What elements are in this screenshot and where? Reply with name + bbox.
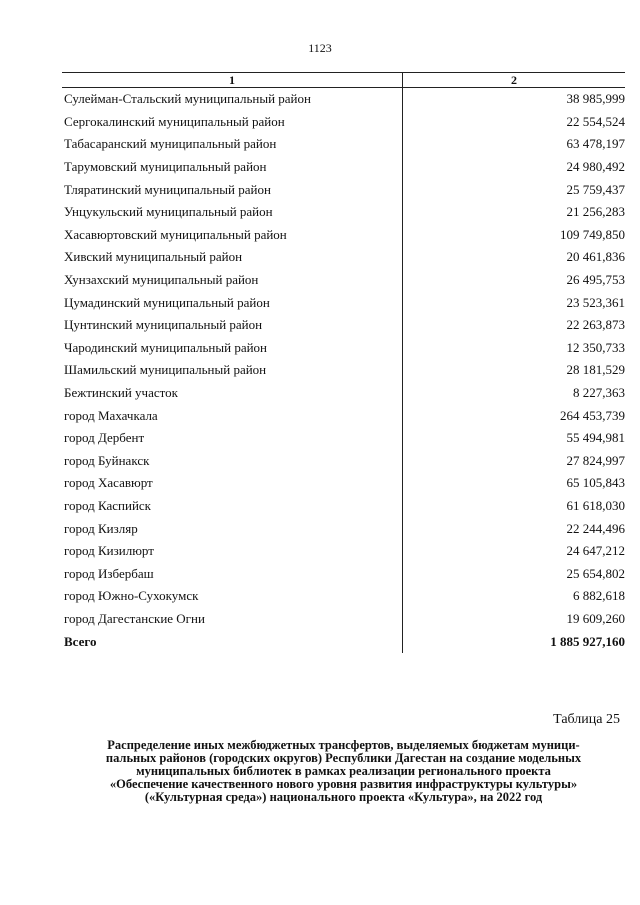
district-name: город Кизилюрт xyxy=(62,540,403,563)
transfer-amount: 38 985,999 xyxy=(566,91,625,107)
heading-line: («Культурная среда») национального проекта «Культура», на 2022 год xyxy=(144,790,543,804)
transfer-amount: 12 350,733 xyxy=(566,339,625,355)
heading-line: пальных районов (городских округов) Республики Дагестан на создание модельных xyxy=(105,751,582,765)
district-name: Цумадинский муниципальный район xyxy=(62,291,403,314)
column-header-2: 2 xyxy=(403,73,626,88)
transfer-amount: 6 882,618 xyxy=(573,588,625,604)
table-row xyxy=(62,291,625,314)
table-row xyxy=(62,427,625,450)
table-row xyxy=(62,517,625,540)
transfer-amount: 109 749,850 xyxy=(560,226,625,242)
transfer-amount: 27 824,997 xyxy=(566,452,625,468)
district-name: город Хасавюрт xyxy=(62,472,403,495)
transfer-amount: 22 554,524 xyxy=(566,113,625,129)
transfer-amount: 20 461,836 xyxy=(566,249,625,265)
transfer-amount: 28 181,529 xyxy=(566,362,625,378)
transfer-amount: 65 105,843 xyxy=(566,475,625,491)
district-name: Бежтинский участок xyxy=(62,382,403,405)
heading-line: муниципальных библиотек в рамках реализации регионального проекта xyxy=(136,764,551,778)
table-row xyxy=(62,472,625,495)
table-row xyxy=(62,111,625,134)
table-row xyxy=(62,269,625,292)
district-name: Чародинский муниципальный район xyxy=(62,337,403,360)
transfer-amount: 21 256,283 xyxy=(566,204,625,220)
district-name: город Буйнакск xyxy=(62,450,403,473)
district-name: Шамильский муниципальный район xyxy=(62,359,403,382)
transfer-amount: 22 244,496 xyxy=(566,520,625,536)
transfer-amount: 19 609,260 xyxy=(566,610,625,626)
transfer-amount: 63 478,197 xyxy=(566,136,625,152)
page-number: 1123 xyxy=(308,41,332,55)
transfer-amount: 26 495,753 xyxy=(566,272,625,288)
table-row xyxy=(62,562,625,585)
total-amount: 1 885 927,160 xyxy=(550,633,625,649)
table-row xyxy=(62,201,625,224)
table-row xyxy=(62,404,625,427)
district-name: Табасаранский муниципальный район xyxy=(62,133,403,156)
table-row xyxy=(62,540,625,563)
district-name: город Каспийск xyxy=(62,495,403,518)
district-name: Цунтинский муниципальный район xyxy=(62,314,403,337)
transfer-amount: 24 980,492 xyxy=(566,159,625,175)
total-row xyxy=(62,630,625,653)
column-header-1: 1 xyxy=(62,73,403,88)
table-row xyxy=(62,133,625,156)
transfer-amount: 25 654,802 xyxy=(566,565,625,581)
table-header-row xyxy=(62,73,625,88)
district-name: город Южно-Сухокумск xyxy=(62,585,403,608)
table-row xyxy=(62,224,625,247)
heading-line: Распределение иных межбюджетных трансфертов, выделяемых бюджетам муници- xyxy=(107,738,580,752)
transfer-amount: 264 453,739 xyxy=(560,407,625,423)
district-name: город Дагестанские Огни xyxy=(62,608,403,631)
table-row xyxy=(62,450,625,473)
district-name: город Дербент xyxy=(62,427,403,450)
district-name: город Махачкала xyxy=(62,404,403,427)
table-row xyxy=(62,337,625,360)
district-name: Унцукульский муниципальный район xyxy=(62,201,403,224)
table-row xyxy=(62,314,625,337)
table-row xyxy=(62,178,625,201)
district-name: Хунзахский муниципальный район xyxy=(62,269,403,292)
transfer-amount: 24 647,212 xyxy=(566,543,625,559)
district-name: Сулейман-Стальский муниципальный район xyxy=(62,88,403,111)
table-row xyxy=(62,88,625,111)
table-row xyxy=(62,359,625,382)
district-name: Хасавюртовский муниципальный район xyxy=(62,224,403,247)
transfers-table xyxy=(62,72,625,653)
district-name: Тляратинский муниципальный район xyxy=(62,178,403,201)
district-name: город Избербаш xyxy=(62,562,403,585)
district-name: город Кизляр xyxy=(62,517,403,540)
total-label: Всего xyxy=(62,630,403,653)
table-body xyxy=(62,88,625,653)
district-name: Хивский муниципальный район xyxy=(62,246,403,269)
transfer-amount: 8 227,363 xyxy=(573,385,625,401)
table-row xyxy=(62,495,625,518)
transfer-amount: 61 618,030 xyxy=(566,497,625,513)
district-name: Тарумовский муниципальный район xyxy=(62,156,403,179)
district-name: Сергокалинский муниципальный район xyxy=(62,111,403,134)
transfer-amount: 55 494,981 xyxy=(566,430,625,446)
heading-line: «Обеспечение качественного нового уровня развития инфраструктуры культуры» xyxy=(109,777,578,791)
table-row xyxy=(62,382,625,405)
table-row xyxy=(62,608,625,631)
table-caption: Таблица 25 xyxy=(553,712,620,727)
table-row xyxy=(62,585,625,608)
table-row xyxy=(62,156,625,179)
table-heading xyxy=(62,739,625,804)
transfer-amount: 25 759,437 xyxy=(566,181,625,197)
table-row xyxy=(62,246,625,269)
transfer-amount: 23 523,361 xyxy=(566,294,625,310)
transfer-amount: 22 263,873 xyxy=(566,317,625,333)
